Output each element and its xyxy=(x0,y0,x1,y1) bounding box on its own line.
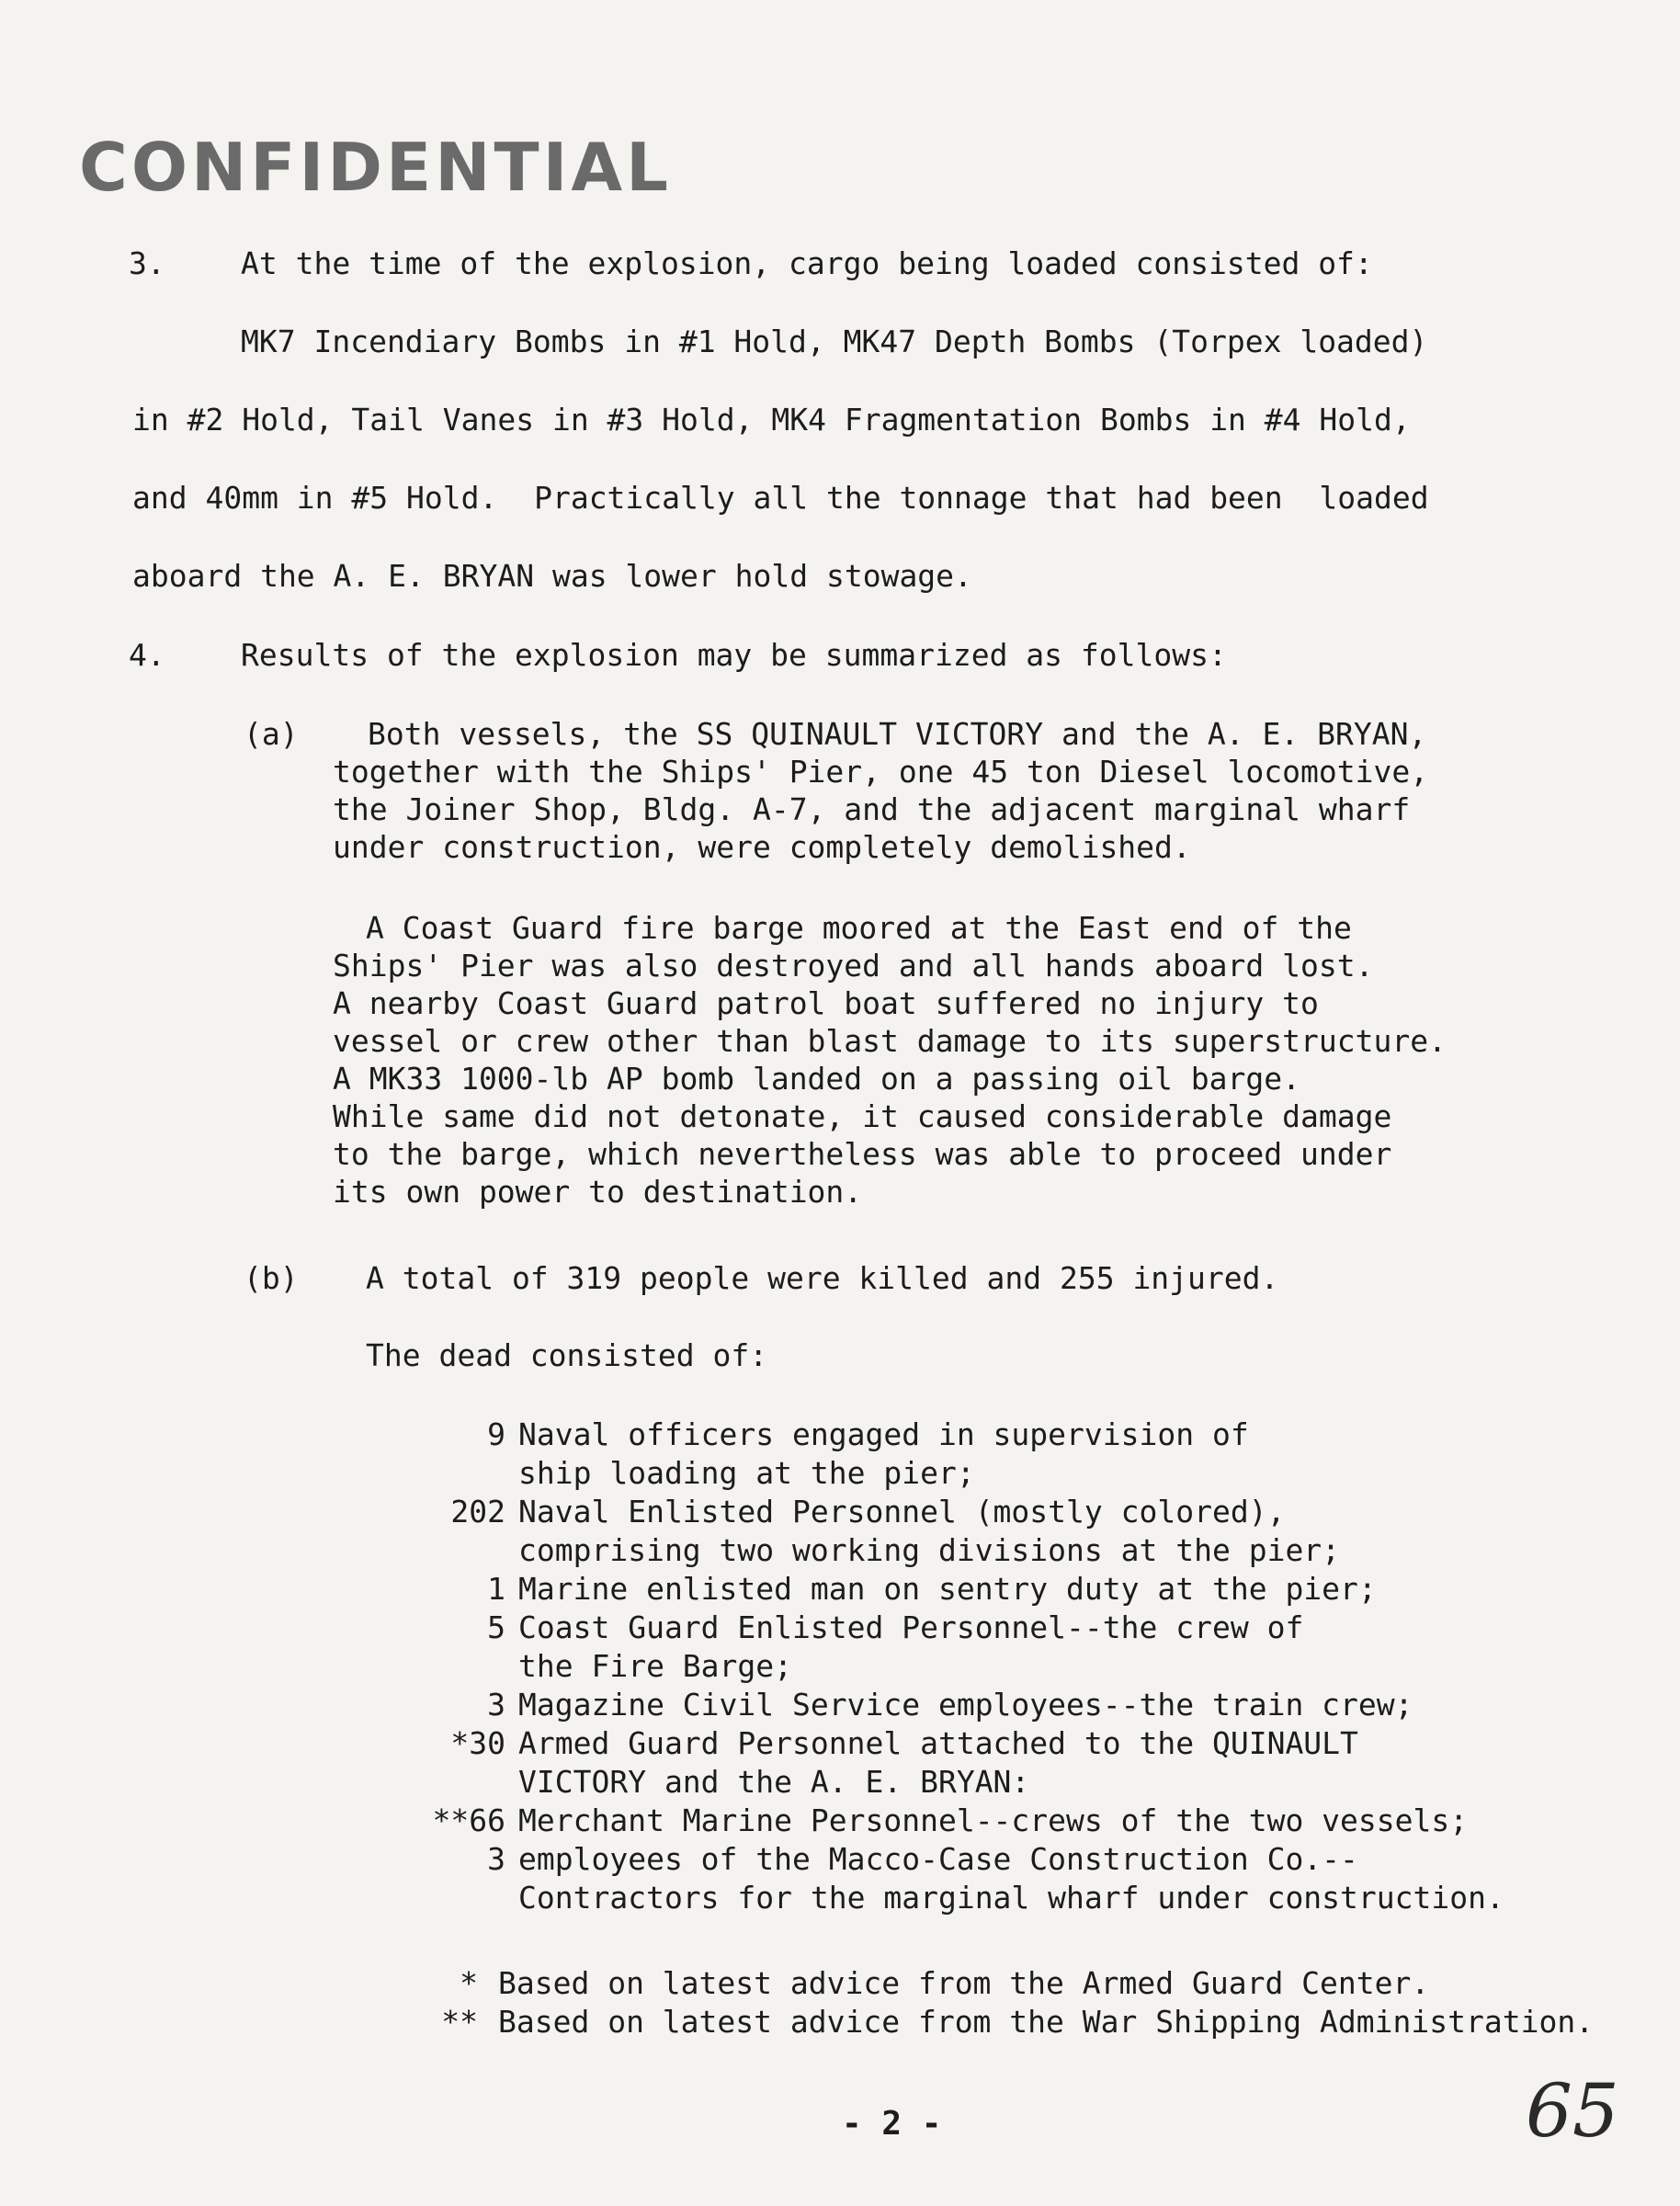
para4-number: 4. xyxy=(129,637,165,673)
para4-intro: Results of the explosion may be summarized as follows: xyxy=(241,637,1227,673)
dead-text-cont: ship loading at the pier; xyxy=(518,1455,975,1491)
list-item xyxy=(395,1570,1504,1609)
para3-line-4: and 40mm in #5 Hold. Practically all the tonnage that had been loaded xyxy=(132,480,1429,516)
para4a2-line-8: its own power to destination. xyxy=(333,1174,863,1210)
footnote-text: Based on latest advice from the Armed Guard Center. xyxy=(498,1965,1430,2001)
para4b-line: A total of 319 people were killed and 255 injured. xyxy=(366,1260,1279,1296)
dead-text-cont: VICTORY and the A. E. BRYAN: xyxy=(518,1764,1030,1800)
dead-count: 5 xyxy=(487,1609,505,1645)
dead-text-cont: the Fire Barge; xyxy=(518,1648,793,1684)
para4b-label: (b) xyxy=(244,1260,299,1296)
footnote xyxy=(414,1965,1429,2001)
list-item xyxy=(395,1416,1504,1493)
dead-text: Armed Guard Personnel attached to the QUINAULT xyxy=(518,1725,1358,1761)
dead-list xyxy=(395,1416,1504,1917)
dead-count: 9 xyxy=(487,1416,505,1452)
dead-text: Naval Enlisted Personnel (mostly colored), xyxy=(518,1494,1286,1529)
para4a2-line-5: A MK33 1000-lb AP bomb landed on a passing oil barge. xyxy=(333,1061,1300,1097)
dead-count: 202 xyxy=(450,1494,505,1529)
para4a2-line-1: A Coast Guard fire barge moored at the East end of the xyxy=(366,910,1352,946)
para3-line-2: MK7 Incendiary Bombs in #1 Hold, MK47 Depth Bombs (Torpex loaded) xyxy=(241,324,1428,359)
para4a2-line-7: to the barge, which nevertheless was able to proceed under xyxy=(333,1136,1392,1172)
list-item xyxy=(395,1802,1504,1840)
handwritten-page-number: 65 xyxy=(1526,2068,1619,2154)
para4a-second-paragraph xyxy=(333,909,1447,1211)
para3-line-1: At the time of the explosion, cargo being loaded consisted of: xyxy=(241,245,1373,281)
footnote-text: Based on latest advice from the War Shipping Administration. xyxy=(498,2004,1595,2040)
para4a-line-4: under construction, were completely demolished. xyxy=(333,829,1191,865)
dead-text: employees of the Macco-Case Construction Co.-- xyxy=(518,1841,1358,1877)
confidential-stamp: CONFIDENTIAL xyxy=(79,129,672,206)
para3-line-3: in #2 Hold, Tail Vanes in #3 Hold, MK4 Fragmentation Bombs in #4 Hold, xyxy=(132,402,1411,438)
para4a-line-2: together with the Ships' Pier, one 45 ton Diesel locomotive, xyxy=(333,754,1429,790)
footnote-mark: ** xyxy=(441,2004,478,2040)
para4a2-line-4: vessel or crew other than blast damage to its superstructure. xyxy=(333,1023,1447,1059)
para4a2-line-6: While same did not detonate, it caused considerable damage xyxy=(333,1098,1392,1134)
page-number: - 2 - xyxy=(842,2105,942,2143)
list-item xyxy=(395,1609,1504,1686)
dead-text: Marine enlisted man on sentry duty at the pier; xyxy=(518,1571,1377,1607)
dead-text-cont: comprising two working divisions at the pier; xyxy=(518,1532,1341,1568)
dead-count: 3 xyxy=(487,1841,505,1877)
list-item xyxy=(395,1840,1504,1917)
list-item xyxy=(395,1493,1504,1570)
dead-count: 3 xyxy=(487,1687,505,1723)
para4a-line-3: the Joiner Shop, Bldg. A-7, and the adjacent marginal wharf xyxy=(333,791,1411,827)
para4a-label: (a) xyxy=(244,716,299,752)
footnote-mark: * xyxy=(460,1965,478,2001)
dead-count: *30 xyxy=(450,1725,505,1761)
para4a-text xyxy=(333,715,1428,866)
para3-number: 3. xyxy=(129,245,165,281)
dead-text: Coast Guard Enlisted Personnel--the crew of xyxy=(518,1609,1304,1645)
para4a2-line-2: Ships' Pier was also destroyed and all hands aboard lost. xyxy=(333,948,1374,984)
list-item xyxy=(395,1724,1504,1802)
para4a-line-1: Both vessels, the SS QUINAULT VICTORY and the A. E. BRYAN, xyxy=(368,716,1427,752)
footnote xyxy=(414,2004,1594,2040)
dead-text-cont: Contractors for the marginal wharf under construction. xyxy=(518,1880,1504,1916)
para4a2-line-3: A nearby Coast Guard patrol boat suffered no injury to xyxy=(333,985,1319,1021)
dead-text: Magazine Civil Service employees--the train crew; xyxy=(518,1687,1413,1723)
dead-text: Merchant Marine Personnel--crews of the two vessels; xyxy=(518,1802,1469,1838)
dead-count: **66 xyxy=(432,1802,505,1838)
dead-intro: The dead consisted of: xyxy=(366,1337,768,1373)
dead-count: 1 xyxy=(487,1571,505,1607)
dead-text: Naval officers engaged in supervision of xyxy=(518,1416,1249,1452)
list-item xyxy=(395,1686,1504,1724)
para3-line-5: aboard the A. E. BRYAN was lower hold stowage. xyxy=(132,558,972,594)
